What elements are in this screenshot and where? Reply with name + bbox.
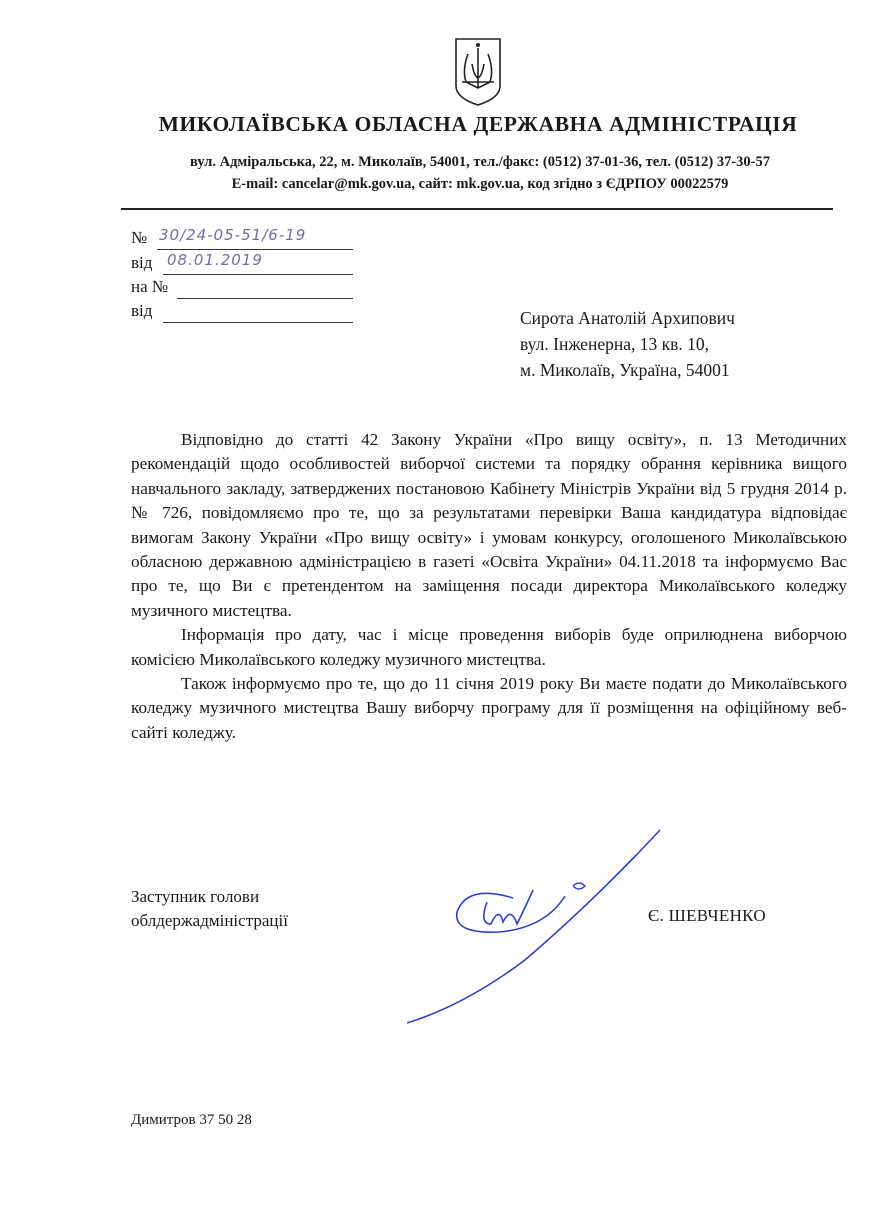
addressee-street: вул. Інженерна, 13 кв. 10, bbox=[520, 334, 709, 354]
letter-body bbox=[131, 428, 847, 745]
contacts-line-2: E-mail: cancelar@mk.gov.ua, сайт: mk.gov.ua, код згідно з ЄДРПОУ 00022579 bbox=[231, 176, 729, 192]
body-paragraph: Інформація про дату, час і місце проведення виборів буде оприлюднена виборчою комісією Миколаївського коледжу музичного мистецтва. bbox=[131, 625, 847, 669]
outgoing-date-row bbox=[131, 251, 263, 273]
reference-date-label: від bbox=[131, 301, 153, 320]
outgoing-date-value: 08.01.2019 bbox=[167, 251, 263, 269]
contacts-line-1: вул. Адміральська, 22, м. Миколаїв, 54001, тел./факс: (0512) 37-01-36, тел. (0512) 37-30-57 bbox=[189, 154, 771, 170]
reference-date-line bbox=[163, 322, 353, 323]
reference-number-label: на № bbox=[131, 277, 169, 296]
organization-title: МИКОЛАЇВСЬКА ОБЛАСНА ДЕРЖАВНА АДМІНІСТРАЦІЯ bbox=[158, 112, 798, 136]
performer-contact: Димитров 37 50 28 bbox=[131, 1112, 252, 1128]
addressee-city: м. Миколаїв, Україна, 54001 bbox=[520, 360, 730, 380]
outgoing-date-line bbox=[163, 274, 353, 275]
body-paragraph: Відповідно до статті 42 Закону України «Про вищу освіту», п. 13 Методичних рекомендацій щодо особливостей виборчої системи та порядку обрання керівника вищого навчального закладу, затверджених постановою Кабінету Міністрів України від 5 грудня 2014 р. № 726, повідомляємо про те, що за результатами перевірки Ваша кандидатура відповідає вимогам Закону України «Про вищу освіту» і умовам конкурсу, оголошеного Миколаївською обласною державною адміністрацією в газеті «Освіта України» 04.11.2018 та інформуємо Вас про те, що Ви є претендентом на заміщення посади директора Миколаївського коледжу музичного мистецтва. bbox=[131, 430, 847, 620]
signatory-position-line-1: Заступник голови bbox=[131, 887, 260, 906]
addressee-name: Сирота Анатолій Архипович bbox=[520, 308, 735, 328]
signatory-name: Є. ШЕВЧЕНКО bbox=[648, 906, 766, 925]
outgoing-number-row bbox=[131, 226, 307, 248]
header-divider bbox=[121, 208, 833, 210]
signatory-position bbox=[131, 885, 288, 933]
body-paragraph: Також інформуємо про те, що до 11 січня 2019 року Ви маєте подати до Миколаївського коледжу музичного мистецтва Вашу виборчу програму для її розміщення на офіційному веб-сайті коледжу. bbox=[131, 674, 847, 742]
reference-number-row bbox=[131, 277, 168, 297]
outgoing-number-label: № bbox=[131, 228, 148, 247]
outgoing-number-value: 30/24-05-51/6-19 bbox=[159, 226, 307, 244]
outgoing-number-line bbox=[157, 249, 353, 250]
outgoing-date-label: від bbox=[131, 253, 153, 272]
handwritten-signature bbox=[395, 820, 675, 1030]
reference-date-row bbox=[131, 301, 152, 321]
trident-emblem-icon bbox=[452, 36, 504, 108]
reference-number-line bbox=[177, 298, 353, 299]
addressee-block bbox=[520, 305, 735, 383]
signatory-position-line-2: облдержадміністрації bbox=[131, 911, 288, 930]
